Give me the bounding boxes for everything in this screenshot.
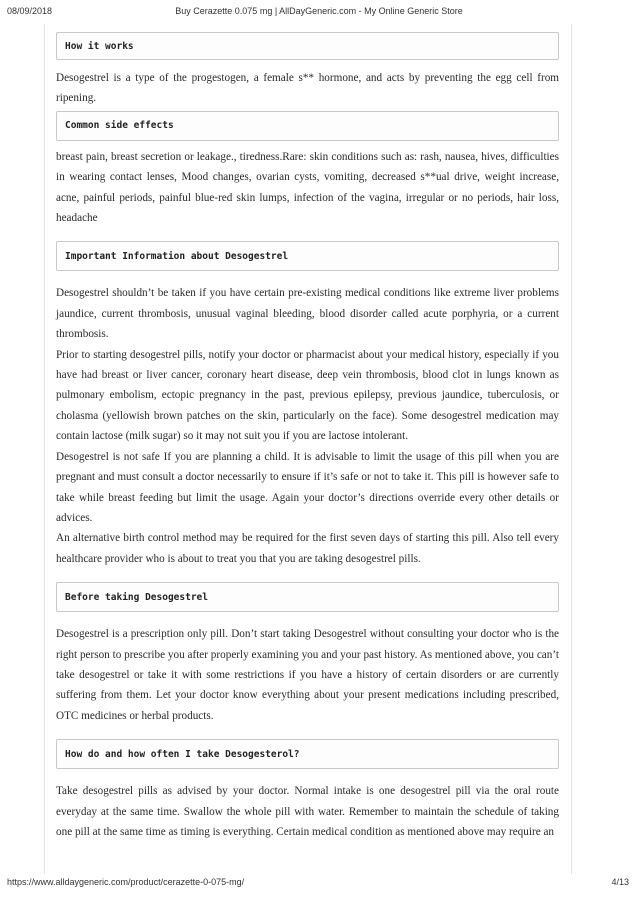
page-title: Buy Cerazette 0.075 mg | AllDayGeneric.com - My Online Generic Store: [175, 6, 463, 16]
paragraph: breast pain, breast secretion or leakage., tiredness.Rare: skin conditions such as: rash, nausea, hives, difficulties in wearing contact lenses, Mood changes, ovarian cysts, vomiting, decreased s**ual drive, weight increase, acne, painful periods, painful blue-red skin lumps, infection of the vagina, irregular or no periods, hair loss, headache: [56, 150, 559, 225]
paragraph: Take desogestrel pills as advised by your doctor. Normal intake is one desogestrel pill via the oral route everyday at the same time. Swallow the whole pill with water. Remember to maintain the schedule of taking one pill at the same time as timing is everything. Certain medical condition as mentioned above may require an: [56, 785, 559, 838]
section-heading-how-it-works: [56, 32, 559, 60]
print-footer: [0, 877, 638, 891]
page-number: 4/13: [611, 877, 629, 887]
page-url: https://www.alldaygeneric.com/product/cerazette-0-075-mg/: [7, 877, 245, 887]
section-heading-common-side-effects: [56, 111, 559, 141]
paragraph: Prior to starting desogestrel pills, notify your doctor or pharmacist about your medical history, especially if you have had breast or liver cancer, coronary heart disease, deep vein thrombosis, blood clot in lungs known as pulmonary embolism, ectopic pregnancy in the past, previous epilepsy, previous jaundice, tuberculosis, or cholasma (yellowish brown patches on the skin, particularly on the face). Some desogestrel medication may contain lactose (milk sugar) so it may not suit you if you are lactose intolerant.: [56, 348, 559, 443]
section-heading-how-to-take: [56, 739, 559, 769]
paragraph: An alternative birth control method may be required for the first seven days of starting this pill. Also tell every healthcare provider who is about to treat you that you are taking desogestrel pills.: [56, 532, 559, 565]
paragraph: Desogestrel is not safe If you are planning a child. It is advisable to limit the usage of this pill when you are pregnant and must consult a doctor necessarily to ensure if it’s safe or not to take it. This pill is however safe to take while breast feeding but limit the usage. Again your doctor’s directions override every other details or advices.: [56, 450, 559, 524]
section-heading-text: Before taking Desogestrel: [65, 591, 208, 603]
section-heading-text: Common side effects: [65, 120, 174, 132]
paragraph: Desogestrel is a type of the progestogen, a female s** hormone, and acts by preventing the egg cell from ripening.: [56, 72, 559, 105]
paragraph: Desogestrel shouldn’t be taken if you have certain pre-existing medical conditions like extreme liver problems jaundice, current thrombosis, unusual vaginal bleeding, blood disorder called acute porphyria, or a current thrombosis.: [56, 287, 559, 341]
section-heading-important-information: [56, 241, 559, 271]
section-heading-text: Important Information about Desogestrel: [65, 250, 289, 262]
print-header: [0, 6, 638, 20]
document-body: [56, 32, 559, 842]
section-heading-before-taking: [56, 582, 559, 612]
section-heading-text: How it works: [65, 40, 134, 52]
section-heading-text: How do and how often I take Desogesterol?: [65, 748, 300, 760]
print-date: 08/09/2018: [7, 6, 53, 16]
paragraph: Desogestrel is a prescription only pill. Don’t start taking Desogestrel without consulting your doctor who is the right person to prescribe you after properly examining you and your past history. As mentioned above, you can’t take desogestrel or take it with some restrictions if you have a history of certain disorders or are currently suffering from them. Let your doctor know everything about your present medications including prescribed, OTC medicines or herbal products.: [56, 628, 559, 722]
